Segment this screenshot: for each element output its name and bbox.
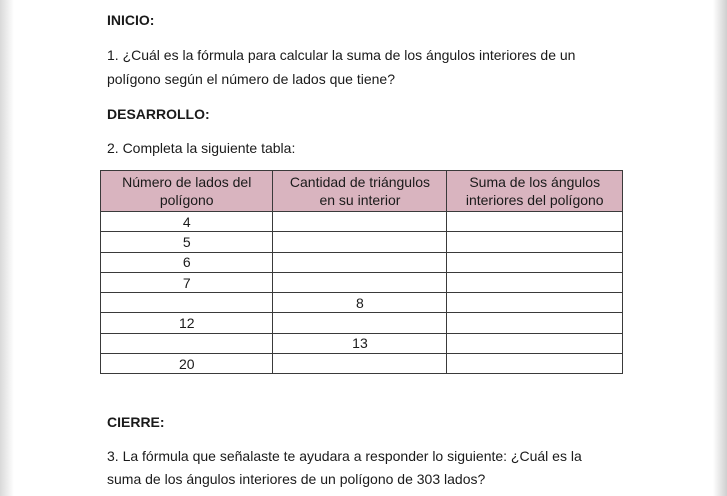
heading-desarrollo: DESARROLLO: [107, 106, 210, 122]
cell-sides[interactable]: 4 [101, 212, 273, 232]
cell-angle-sum[interactable] [447, 232, 623, 252]
question-2: 2. Completa la siguiente tabla: [107, 140, 296, 156]
cell-angle-sum[interactable] [447, 252, 623, 272]
cell-angle-sum[interactable] [447, 333, 623, 353]
table-row [101, 272, 623, 292]
table-row [101, 313, 623, 333]
cell-triangles[interactable] [273, 232, 447, 252]
page-edge-shadow-right [713, 0, 727, 496]
table-row [101, 293, 623, 313]
table-row [101, 212, 623, 232]
cell-angle-sum[interactable] [447, 272, 623, 292]
header-angle-sum [447, 171, 623, 212]
cell-triangles[interactable] [273, 354, 447, 374]
table-row [101, 333, 623, 353]
cell-triangles[interactable] [273, 313, 447, 333]
table-row [101, 252, 623, 272]
header-triangle-count [273, 171, 447, 212]
header-number-of-sides-line-1: Número de lados del [122, 174, 252, 190]
header-triangle-count-line-1: Cantidad de triángulos [289, 174, 430, 190]
question-3-line-2: suma de los ángulos interiores de un polígono de 303 lados? [107, 471, 486, 487]
cell-triangles[interactable] [273, 252, 447, 272]
cell-triangles[interactable]: 8 [273, 293, 447, 313]
cell-sides[interactable]: 5 [101, 232, 273, 252]
cell-sides[interactable]: 7 [101, 272, 273, 292]
cell-sides[interactable] [101, 293, 273, 313]
cell-angle-sum[interactable] [447, 354, 623, 374]
cell-sides[interactable]: 20 [101, 354, 273, 374]
heading-cierre: CIERRE: [107, 414, 165, 430]
cell-sides[interactable]: 6 [101, 252, 273, 272]
question-1-line-1: 1. ¿Cuál es la fórmula para calcular la suma de los ángulos interiores de un [107, 47, 576, 63]
header-number-of-sides [101, 171, 273, 212]
question-1-line-2: polígono según el número de lados que tiene? [107, 71, 395, 87]
polygon-table [100, 170, 623, 374]
table-row [101, 232, 623, 252]
header-angle-sum-line-1: Suma de los ángulos [469, 174, 601, 190]
header-angle-sum-line-2: interiores del polígono [465, 192, 604, 208]
question-3-line-1: 3. La fórmula que señalaste te ayudara a responder lo siguiente: ¿Cuál es la [107, 448, 582, 464]
cell-triangles[interactable] [273, 272, 447, 292]
cell-angle-sum[interactable] [447, 313, 623, 333]
heading-inicio: INICIO: [107, 12, 155, 28]
table-header-row [101, 171, 623, 212]
cell-angle-sum[interactable] [447, 212, 623, 232]
page-edge-shadow-left [0, 0, 14, 496]
table-row [101, 354, 623, 374]
cell-triangles[interactable] [273, 212, 447, 232]
header-number-of-sides-line-2: polígono [159, 192, 214, 208]
cell-triangles[interactable]: 13 [273, 333, 447, 353]
header-triangle-count-line-2: en su interior [319, 192, 401, 208]
cell-sides[interactable] [101, 333, 273, 353]
cell-angle-sum[interactable] [447, 293, 623, 313]
cell-sides[interactable]: 12 [101, 313, 273, 333]
